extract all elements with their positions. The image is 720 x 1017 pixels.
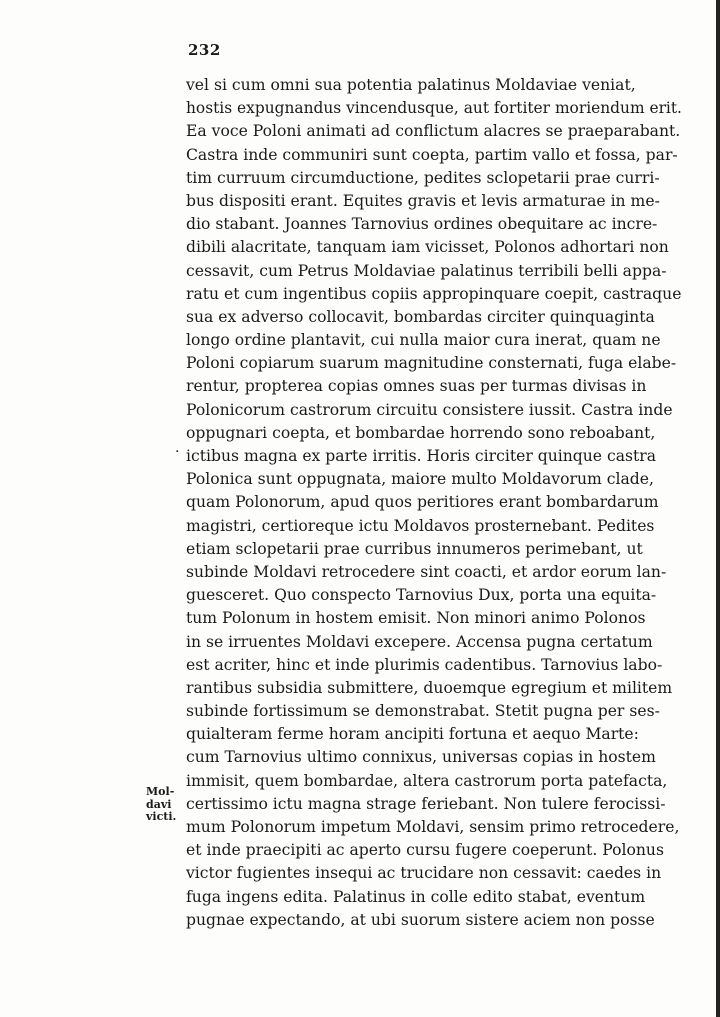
- text-line: quam Polonorum, apud quos peritiores erant bombardarum: [186, 493, 659, 512]
- text-line: cum Tarnovius ultimo connixus, universas copias in hostem: [186, 748, 656, 767]
- text-line: Polonica sunt oppugnata, maiore multo Moldavorum clade,: [186, 470, 654, 489]
- text-line: certissimo ictu magna strage feriebant. Non tulere ferocissi-: [186, 794, 666, 813]
- text-line: oppugnari coepta, et bombardae horrendo sono reboabant,: [186, 423, 656, 442]
- text-line: Castra inde communiri sunt coepta, partim vallo et fossa, par-: [186, 145, 678, 164]
- text-line: cessavit, cum Petrus Moldaviae palatinus terribili belli appa-: [186, 261, 667, 280]
- margin-note-line: davi: [146, 797, 172, 811]
- margin-note-line: victi.: [146, 810, 177, 823]
- text-line: Polonicorum castrorum circuitu consistere iussit. Castra inde: [186, 400, 673, 419]
- text-line: mum Polonorum impetum Moldavi, sensim primo retrocedere,: [186, 818, 680, 836]
- text-line: etiam sclopetarii prae curribus innumeros perimebant, ut: [186, 539, 643, 558]
- text-line: tim curruum circumductione, pedites sclopetarii prae curri-: [186, 168, 660, 187]
- text-line: dio stabant. Joannes Tarnovius ordines obequitare ac incre-: [186, 215, 658, 234]
- text-line: Ea voce Poloni animati ad conflictum alacres se praeparabant.: [186, 122, 681, 141]
- margin-note-line: Mol-: [146, 785, 175, 798]
- body-text: [186, 74, 682, 932]
- text-line: ratu et cum ingentibus copiis appropinquare coepit, castraque: [186, 284, 682, 303]
- text-line: subinde Moldavi retrocedere sint coacti, et ardor eorum lan-: [186, 562, 667, 581]
- text-line: sua ex adverso collocavit, bombardas circiter quinquaginta: [186, 307, 655, 326]
- text-line: tum Polonum in hostem emisit. Non minori animo Polonos: [186, 609, 646, 628]
- text-line: victor fugientes insequi ac trucidare non cessavit: caedes in: [186, 864, 662, 883]
- scan-edge: [716, 0, 720, 1017]
- page-number: 232: [188, 41, 221, 59]
- text-line: ictibus magna ex parte irritis. Horis circiter quinque castra: [186, 447, 657, 465]
- text-line: quialteram ferme horam ancipiti fortuna et aequo Marte:: [186, 725, 639, 744]
- text-line: est acriter, hinc et inde plurimis cadentibus. Tarnovius labo-: [186, 655, 663, 674]
- text-line: dibili alacritate, tanquam iam vicisset, Polonos adhortari non: [186, 238, 669, 257]
- text-line: rentur, propterea copias omnes suas per turmas divisas in: [186, 377, 647, 396]
- text-line: fuga ingens edita. Palatinus in colle edito stabat, eventum: [186, 887, 646, 906]
- text-line: subinde fortissimum se demonstrabat. Stetit pugna per ses-: [186, 702, 660, 721]
- text-line: magistri, certioreque ictu Moldavos prosternebant. Pedites: [186, 516, 655, 535]
- text-line: vel si cum omni sua potentia palatinus Moldaviae veniat,: [186, 76, 636, 94]
- stray-mark: .: [175, 440, 180, 456]
- text-line: bus dispositi erant. Equites gravis et levis armaturae in me-: [186, 191, 660, 210]
- text-line: in se irruentes Moldavi excepere. Accensa pugna certatum: [186, 632, 653, 651]
- text-line: hostis expugnandus vincendusque, aut fortiter moriendum erit.: [186, 99, 682, 118]
- text-line: rantibus subsidia submittere, duoemque egregium et militem: [186, 678, 673, 697]
- text-line: longo ordine plantavit, cui nulla maior cura inerat, quam ne: [186, 331, 661, 350]
- text-line: et inde praecipiti ac aperto cursu fugere coeperunt. Polonus: [186, 841, 664, 860]
- text-line: Poloni copiarum suarum magnitudine consternati, fuga elabe-: [186, 354, 677, 373]
- text-line: immisit, quem bombardae, altera castrorum porta patefacta,: [186, 771, 668, 790]
- text-line: pugnae expectando, at ubi suorum sistere aciem non posse: [186, 910, 655, 929]
- text-line: guesceret. Quo conspecto Tarnovius Dux, porta una equita-: [186, 586, 657, 605]
- margin-note: [146, 786, 182, 824]
